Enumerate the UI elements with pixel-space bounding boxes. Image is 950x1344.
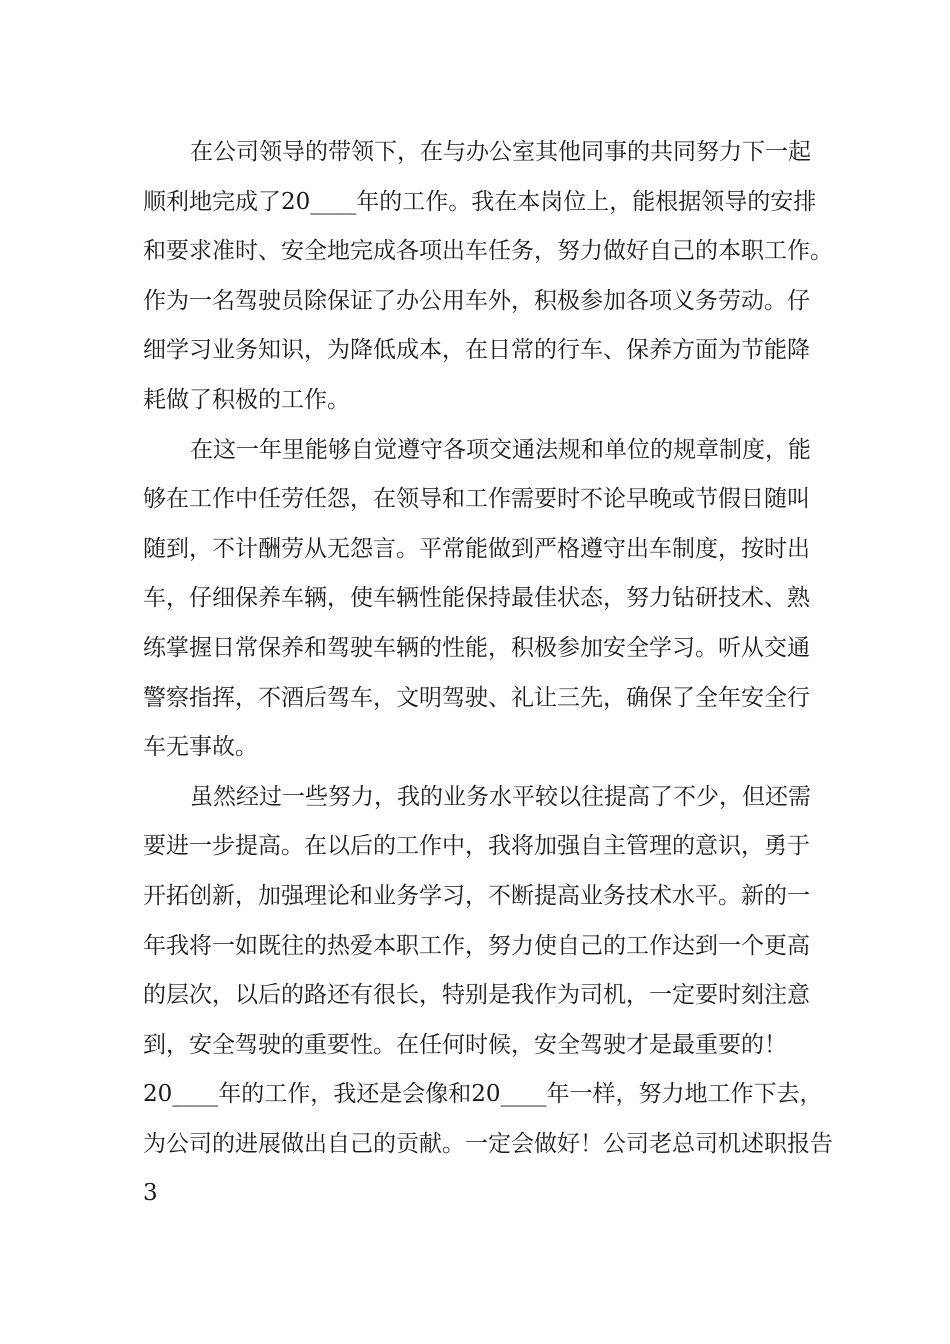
paragraph-1-line-2: 顺利地完成了20____年的工作。我在本岗位上，能根据领导的安排 <box>143 188 817 215</box>
paragraph-2-line-6: 警察指挥，不酒后驾车，文明驾驶、礼让三先，确保了全年安全行 <box>143 684 810 711</box>
paragraph-1-line-6: 耗做了积极的工作。 <box>143 386 350 413</box>
paragraph-1-line-1: 在公司领导的带领下，在与办公室其他同事的共同努力下一起 <box>190 139 811 165</box>
paragraph-2-line-5: 练掌握日常保养和驾驶车辆的性能，积极参加安全学习。听从交通 <box>143 634 810 661</box>
paragraph-3-line-5: 的层次，以后的路还有很长，特别是我作为司机，一定要时刻注意 <box>143 982 810 1009</box>
paragraph-1-line-5: 细学习业务知识，为降低成本，在日常的行车、保养方面为节能降 <box>143 337 810 364</box>
paragraph-2-line-4: 车，仔细保养车辆，使车辆性能保持最佳状态，努力钻研技术、熟 <box>143 585 810 612</box>
paragraph-1-line-3: 和要求准时、安全地完成各项出车任务，努力做好自己的本职工作。 <box>143 238 833 265</box>
paragraph-3-line-9: 3 <box>143 1180 158 1207</box>
paragraph-3-line-1: 虽然经过一些努力，我的业务水平较以往提高了不少，但还需 <box>190 783 811 810</box>
paragraph-3-line-7: 20____年的工作，我还是会像和20____年一样，努力地工作下去， <box>143 1081 823 1108</box>
paragraph-3-line-2: 要进一步提高。在以后的工作中，我将加强自主管理的意识，勇于 <box>143 833 810 860</box>
paragraph-3-line-3: 开拓创新，加强理论和业务学习，不断提高业务技术水平。新的一 <box>143 882 810 909</box>
document-body <box>143 128 833 1219</box>
paragraph-2-line-3: 随到，不计酬劳从无怨言。平常能做到严格遵守出车制度，按时出 <box>143 535 810 562</box>
paragraph-1-line-4: 作为一名驾驶员除保证了办公用车外，积极参加各项义务劳动。仔 <box>143 287 810 314</box>
paragraph-3-line-4: 年我将一如既往的热爱本职工作，努力使自己的工作达到一个更高 <box>143 932 810 959</box>
paragraph-2-line-1: 在这一年里能够自觉遵守各项交通法规和单位的规章制度，能 <box>190 436 811 463</box>
paragraph-2-line-2: 够在工作中任劳任怨，在领导和工作需要时不论早晚或节假日随叫 <box>143 486 810 513</box>
paragraph-3-line-6: 到，安全驾驶的重要性。在任何时候，安全驾驶才是最重要的！ <box>143 1031 787 1058</box>
paragraph-2-line-7: 车无事故。 <box>143 734 258 761</box>
paragraph-3-line-8: 为公司的进展做出自己的贡献。一定会做好！公司老总司机述职报告 <box>143 1130 833 1157</box>
